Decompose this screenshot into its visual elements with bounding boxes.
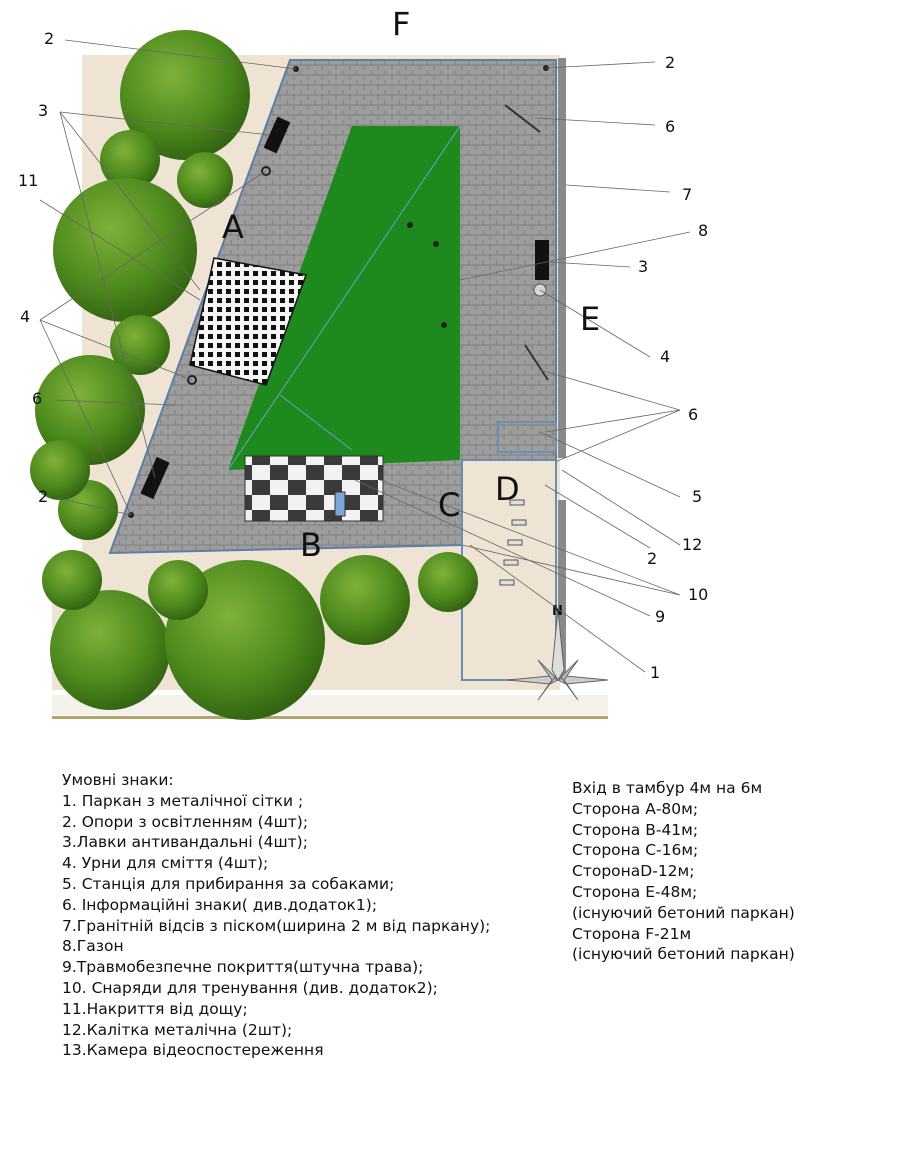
- legend-item: 8.Газон: [62, 937, 124, 956]
- note-line: СторонаD-12м;: [572, 862, 695, 881]
- legend-item: 2. Опори з освітленням (4шт);: [62, 812, 309, 831]
- side-label-d: D: [495, 470, 520, 508]
- note-line: Сторона В-41м;: [572, 820, 699, 839]
- legend-item: 3.Лавки антивандальні (4шт);: [62, 833, 308, 852]
- callout-number: 11: [18, 171, 39, 190]
- training-equipment: [335, 492, 345, 516]
- legend-item: 1. Паркан з металічної сітки ;: [62, 791, 304, 810]
- side-label-e: E: [580, 300, 601, 338]
- legend-item: 4. Урни для сміття (4шт);: [62, 854, 269, 873]
- note-line: Вхід в тамбур 4м на 6м: [572, 779, 763, 797]
- note-line: Сторона А-80м;: [572, 799, 699, 818]
- note-line: Сторона С-16м;: [572, 841, 699, 860]
- legend-item: 9.Травмобезпечне покриття(штучна трава);: [62, 958, 424, 977]
- callout-number: 9: [655, 607, 666, 626]
- callout-number: 2: [665, 53, 676, 72]
- legend: [62, 770, 532, 1061]
- legend-item: 6. Інформаційні знаки( див.додаток1);: [62, 895, 378, 914]
- side-label-a: A: [222, 208, 244, 246]
- callout-number: 1: [650, 663, 661, 682]
- legend-item: 11.Накриття від дощу;: [62, 999, 248, 1018]
- callout-number: 4: [20, 307, 31, 326]
- callout-number: 10: [688, 585, 709, 604]
- training-area: [245, 456, 383, 521]
- note-line: (існуючий бетоний паркан): [572, 903, 795, 922]
- callout-number: 3: [38, 101, 49, 120]
- callout-number: 4: [660, 347, 671, 366]
- callout-number: 5: [692, 487, 703, 506]
- callout-number: 6: [665, 117, 676, 136]
- legend-item: 13.Камера відеоспостереження: [62, 1041, 324, 1060]
- dimension-notes: [572, 778, 892, 965]
- side-label-f: F: [392, 5, 411, 43]
- bottom-ground-line: [52, 716, 608, 719]
- legend-item: 12.Калітка металічна (2шт);: [62, 1020, 293, 1039]
- callout-number: 8: [698, 221, 709, 240]
- callout-number: 2: [38, 487, 49, 506]
- callout-number: 3: [638, 257, 649, 276]
- legend-item: 7.Гранітній відсів з піском(ширина 2 м від паркану);: [62, 916, 491, 935]
- callout-number: 7: [682, 185, 693, 204]
- legend-item: 10. Снаряди для тренування (див. додаток2);: [62, 978, 438, 997]
- compass-north: N: [552, 604, 563, 619]
- note-line: (існуючий бетоний паркан): [572, 945, 795, 964]
- callout-number: 2: [44, 29, 55, 48]
- note-line: Сторона F-21м: [572, 924, 692, 943]
- legend-title: Умовні знаки:: [62, 771, 174, 789]
- callout-number: 6: [32, 389, 43, 408]
- side-label-b: B: [300, 526, 322, 564]
- callout-number: 12: [682, 535, 703, 554]
- callout-number: 6: [688, 405, 699, 424]
- legend-item: 5. Станція для прибирання за собаками;: [62, 874, 395, 893]
- side-label-c: C: [438, 486, 461, 524]
- callout-number: 2: [647, 549, 658, 568]
- bench: [535, 240, 549, 280]
- note-line: Сторона Е-48м;: [572, 882, 698, 901]
